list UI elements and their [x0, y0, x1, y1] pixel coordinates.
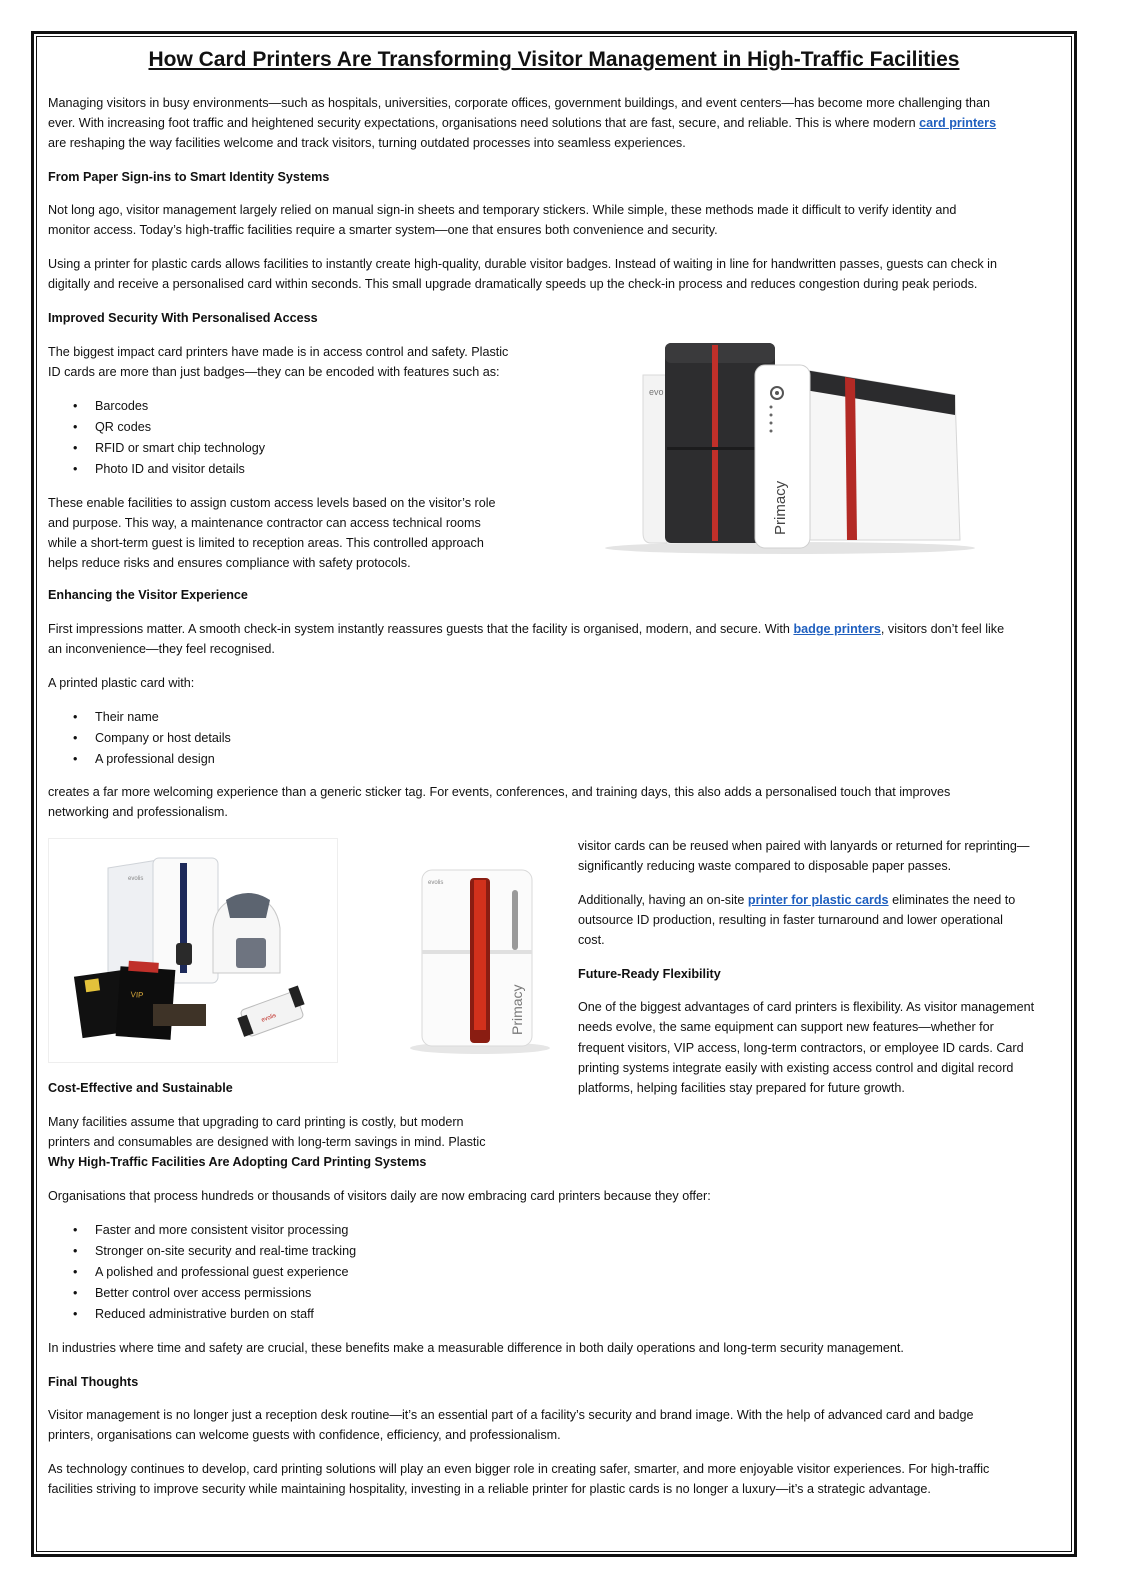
- list-item: • A polished and professional guest experience: [48, 1262, 356, 1283]
- primacy-red-printer-image: [400, 860, 560, 1060]
- right-para1-line2: significantly reducing waste compared to disposable paper passes.: [578, 859, 952, 873]
- right-para3-line3: frequent visitors, VIP access, long-term contractors, or employee ID cards. Card: [578, 1041, 1024, 1055]
- s2-para1-line1: The biggest impact card printers have made is in access control and safety. Plastic: [48, 345, 509, 359]
- s4-para1-line1: Many facilities assume that upgrading to card printing is costly, but modern: [48, 1115, 464, 1129]
- primacy2-model-label: Primacy: [509, 984, 525, 1035]
- printer-model-label: Primacy: [772, 480, 789, 535]
- s2-para2-line3: while a short-term guest is limited to reception areas. This controlled approach: [48, 536, 484, 550]
- s6-para1-line2: printers, organisations can welcome guests with confidence, efficiency, and professionalism.: [48, 1428, 561, 1442]
- printer-kit-image: [48, 838, 338, 1063]
- list-item: • Stronger on-site security and real-time tracking: [48, 1241, 356, 1262]
- s2-para2-line1: These enable facilities to assign custom access levels based on the visitor’s role: [48, 496, 496, 510]
- s6-para2-line1: As technology continues to develop, card printing solutions will play an even bigger role in creating safer, smarter, and more enjoyable visitor experiences. For high-traffic: [48, 1462, 990, 1476]
- s5-para2: In industries where time and safety are crucial, these benefits make a measurable difference in both daily operations and long-term security management.: [48, 1341, 904, 1355]
- kit-brand-label: evolis: [128, 876, 144, 882]
- s1-para1-line1: Not long ago, visitor management largely relied on manual sign-in sheets and temporary stickers. While simple, these methods made it difficult to verify identity and: [48, 203, 957, 217]
- right-para1-line1: visitor cards can be reused when paired with lanyards or returned for reprinting—: [578, 839, 1030, 853]
- list-item: • Photo ID and visitor details: [48, 459, 265, 480]
- list-item: • QR codes: [48, 417, 265, 438]
- heading-cost-effective: Cost-Effective and Sustainable: [48, 1081, 233, 1095]
- list-item: • Barcodes: [48, 396, 265, 417]
- s6-para1-line1: Visitor management is no longer just a reception desk routine—it’s an essential part of a facility’s security and brand image. With the help of advanced card and badge: [48, 1408, 974, 1422]
- kit-card-label: VIP: [130, 989, 144, 1000]
- list-item: • Their name: [48, 707, 231, 728]
- right-para3-line5: platforms, helping facilities stay prepared for future growth.: [578, 1081, 905, 1095]
- intro-line-3: are reshaping the way facilities welcome and track visitors, turning outdated processes into seamless experiences.: [48, 136, 686, 150]
- s1-para2-line2: digitally and receive a personalised card within seconds. This small upgrade dramatically speeds up the check-in process and reduces congestion during peak periods.: [48, 277, 978, 291]
- right-para3-line1: One of the biggest advantages of card printers is flexibility. As visitor management: [578, 1000, 1035, 1014]
- s1-para2-line1: Using a printer for plastic cards allows facilities to instantly create high-quality, durable visitor badges. Instead of waiting in line for handwritten passes, guests can check in: [48, 257, 997, 271]
- s4-para1-line2: printers and consumables are designed with long-term savings in mind. Plastic: [48, 1135, 486, 1149]
- list-item: • Reduced administrative burden on staff: [48, 1304, 356, 1325]
- list-item: • Company or host details: [48, 728, 231, 749]
- s2-para1-line2: ID cards are more than just badges—they can be encoded with features such as:: [48, 365, 500, 379]
- heading-improved-security: Improved Security With Personalised Access: [48, 311, 318, 325]
- heading-final-thoughts: Final Thoughts: [48, 1375, 139, 1389]
- heading-visitor-experience: Enhancing the Visitor Experience: [48, 588, 248, 602]
- right-para2-line1: Additionally, having an on-site printer for plastic cards eliminates the need to: [578, 893, 1016, 907]
- card-printers-link[interactable]: card printers: [919, 116, 997, 130]
- list-item: • RFID or smart chip technology: [48, 438, 265, 459]
- s3-para3-line2: networking and professionalism.: [48, 805, 228, 819]
- list-item: • Faster and more consistent visitor processing: [48, 1220, 356, 1241]
- s2-para2-line4: helps reduce risks and ensures compliance with safety protocols.: [48, 556, 411, 570]
- printer-for-plastic-cards-link[interactable]: printer for plastic cards: [747, 893, 889, 907]
- heading-paper-to-smart: From Paper Sign-ins to Smart Identity Systems: [48, 170, 330, 184]
- ribbon-brand-label: evolis: [260, 1012, 278, 1024]
- s1-para1-line2: monitor access. Today’s high-traffic facilities require a smarter system—one that ensures both convenience and security.: [48, 223, 718, 237]
- article-title: How Card Printers Are Transforming Visitor Management in High-Traffic Facilities: [148, 48, 960, 71]
- primacy2-brand-label: evolis: [428, 880, 444, 886]
- s5-para1: Organisations that process hundreds or thousands of visitors daily are now embracing card printers because they offer:: [48, 1189, 711, 1203]
- primacy-printer-image: [595, 335, 985, 560]
- benefits-list: [48, 1220, 356, 1325]
- card-contents-list: [48, 707, 231, 770]
- s3-para1-line1: First impressions matter. A smooth check-in system instantly reassures guests that the facility is organised, modern, and secure. With badge printers, visitors don’t feel like: [48, 622, 1005, 636]
- s3-para2: A printed plastic card with:: [48, 676, 195, 690]
- intro-line-2: ever. With increasing foot traffic and heightened security expectations, organisations need solutions that are fast, secure, and reliable. This is where modern card printers: [48, 116, 997, 130]
- list-item: • Better control over access permissions: [48, 1283, 356, 1304]
- heading-why-adopting: Why High-Traffic Facilities Are Adopting Card Printing Systems: [48, 1155, 427, 1169]
- s3-para3-line1: creates a far more welcoming experience than a generic sticker tag. For events, conferences, and training days, this also adds a personalised touch that improves: [48, 785, 951, 799]
- s3-para1-line2: an inconvenience—they feel recognised.: [48, 642, 275, 656]
- list-item: • A professional design: [48, 749, 231, 770]
- s2-para2-line2: and purpose. This way, a maintenance contractor can access technical rooms: [48, 516, 481, 530]
- badge-printers-link[interactable]: badge printers: [793, 622, 881, 636]
- right-para2-line3: cost.: [578, 933, 605, 947]
- right-para3-line2: needs evolve, the same equipment can support new features—whether for: [578, 1020, 994, 1034]
- right-para2-line2: outsource ID production, resulting in faster turnaround and lower operational: [578, 913, 1003, 927]
- s6-para2-line2: facilities striving to improve security while maintaining hospitality, investing in a reliable printer for plastic cards is no longer a luxury—it’s a strategic advantage.: [48, 1482, 931, 1496]
- intro-line-1: Managing visitors in busy environments—such as hospitals, universities, corporate offices, government buildings, and event centers—has become more challenging than: [48, 96, 991, 110]
- right-para3-line4: printing systems integrate easily with existing access control and digital record: [578, 1061, 1014, 1075]
- security-features-list: [48, 396, 265, 480]
- heading-future-ready: Future-Ready Flexibility: [578, 967, 721, 981]
- printer-brand-label: evo: [649, 387, 664, 397]
